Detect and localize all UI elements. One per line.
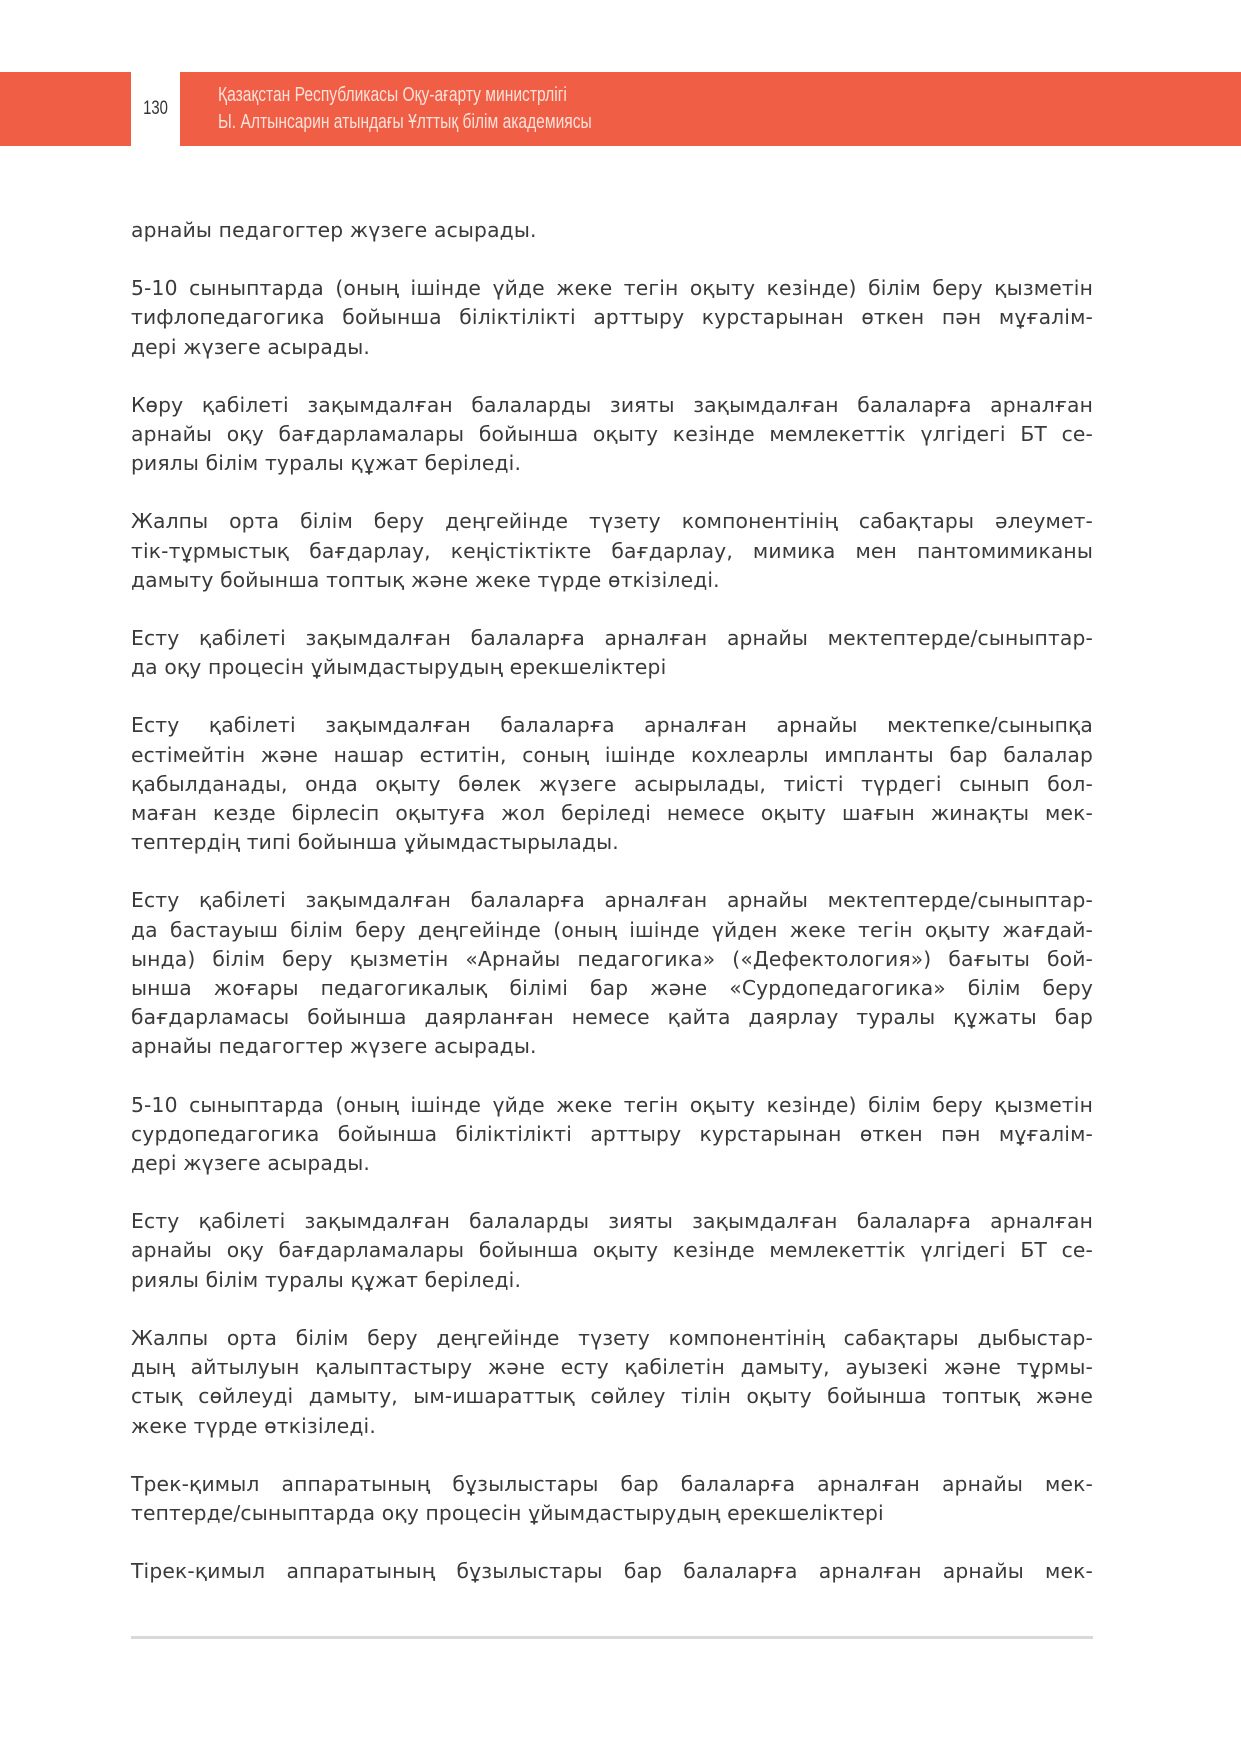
section-heading-hearing: Есту қабілеті зақымдалған балаларға арналған арнайы мектептерде/сыныптар- да оқу процесін ұйымдастырудың ерекшеліктері bbox=[131, 626, 1093, 680]
paragraph: Жалпы орта білім беру деңгейінде түзету компонентінің сабақтары дыбыстар- дың айтылуын қалыптастыру және есту қабілетін дамыту, ауызекі және тұрмы- стық сөйлеуді дамыту, ым-ишараттық сөйлеу тілін оқыту бойынша топтық және жеке түрде өткізіледі. bbox=[131, 1325, 1093, 1438]
header-accent-block bbox=[0, 72, 131, 146]
paragraph: Көру қабілеті зақымдалған балаларды зияты зақымдалған балаларға арналған арнайы оқу бағдарламалары бойынша оқыту кезінде мемлекеттік үлгідегі БТ се- риялы білім туралы құжат беріледі. bbox=[131, 392, 1093, 476]
paragraph: Есту қабілеті зақымдалған балаларға арналған арнайы мектепке/сыныпқа естімейтін және нашар еститін, соның ішінде кохлеарлы импланты бар балалар қабылданады, онда оқыту бөлек жүзеге асырылады, тиісті түрдегі сынып бол- маған кезде бірлесіп оқытуға жол беріледі немесе оқыту шағын жинақты мек- тептердің типі бойынша ұйымдастырылады. bbox=[131, 713, 1093, 855]
paragraph: 5-10 сыныптарда (оның ішінде үйде жеке тегін оқыту кезінде) білім беру қызметін тифлопедагогика бойынша біліктілікті арттыру курстарынан өткен пән мұғалім- дері жүзеге асырады. bbox=[131, 276, 1093, 359]
page-body bbox=[131, 216, 1093, 1615]
paragraph: Есту қабілеті зақымдалған балаларға арналған арнайы мектептерде/сыныптар- да бастауыш білім беру деңгейінде (оның ішінде үйден жеке тегін оқыту жағдай- ында) білім беру қызметін «Арнайы педагогика» («Дефектология») бағыты бой- ынша жоғары педагогикалық білімі бар және «Сурдопедагогика» білім беру бағдарламасы бойынша даярланған немесе қайта даярлау туралы құжаты бар арнайы педагогтер жүзеге асырады. bbox=[131, 888, 1093, 1059]
paragraph: Есту қабілеті зақымдалған балаларды зияты зақымдалған балаларға арналған арнайы оқу бағдарламалары бойынша оқыту кезінде мемлекеттік үлгідегі БТ се- риялы білім туралы құжат беріледі. bbox=[131, 1209, 1093, 1292]
paragraph: 5-10 сыныптарда (оның ішінде үйде жеке тегін оқыту кезінде) білім беру қызметін сурдопедагогика бойынша біліктілікті арттыру курстарынан өткен пән мұғалім- дері жүзеге асырады. bbox=[131, 1092, 1093, 1176]
paragraph: Тірек-қимыл аппаратының бұзылыстары бар балаларға арналған арнайы мек- bbox=[131, 1559, 1093, 1584]
paragraph: арнайы педагогтер жүзеге асырады. bbox=[131, 218, 537, 242]
page-number: 130 bbox=[143, 98, 168, 119]
section-heading-musculoskeletal: Трек-қимыл аппаратының бұзылыстары бар балаларға арналған арнайы мек- тептерде/сыныптарда оқу процесін ұйымдастырудың ерекшеліктері bbox=[131, 1471, 1093, 1525]
header-publisher bbox=[218, 82, 592, 136]
footer-divider bbox=[131, 1636, 1093, 1639]
header-ministry-line: Қазақстан Республикасы Оқу-ағарту министрлігі bbox=[218, 84, 567, 106]
header-academy-line: Ы. Алтынсарин атындағы Ұлттық білім академиясы bbox=[218, 111, 592, 133]
paragraph: Жалпы орта білім беру деңгейінде түзету компонентінің сабақтары әлеумет- тік-тұрмыстық бағдарлау, кеңістіктікте бағдарлау, мимика мен пантомимиканы дамыту бойынша топтық және жеке түрде өткізіледі. bbox=[131, 509, 1093, 592]
